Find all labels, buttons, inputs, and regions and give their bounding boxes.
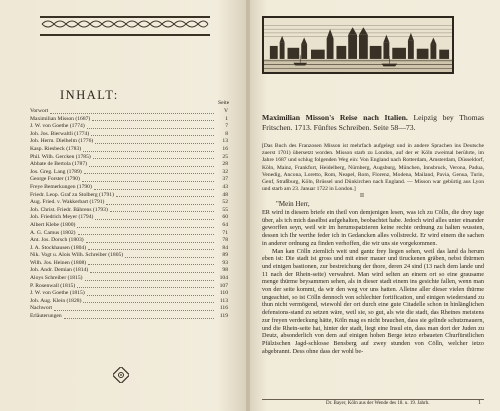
toc-entry-page: V: [223, 108, 228, 114]
toc-entry: [30, 184, 228, 192]
toc-entry-label: Ant. Jos. Dorsch (1803): [30, 237, 84, 244]
toc-entry-label: Friedr. Leop. Graf zu Stolberg (1791): [30, 191, 114, 198]
toc-entry: [30, 199, 228, 207]
toc-entry: [30, 305, 228, 313]
toc-entry-page: 43: [222, 183, 228, 190]
toc-entry: [30, 192, 228, 200]
toc-entry-label: Aloys Schreiber (1815): [30, 275, 83, 282]
toc-leader-dots: [110, 210, 214, 212]
toc-entry: [30, 230, 228, 238]
toc-heading: INHALT:: [60, 88, 119, 102]
toc-leader-dots: [95, 142, 214, 144]
footer-rule: [262, 399, 484, 400]
toc-entry-label: Vorwort: [30, 108, 49, 114]
toc-entry-page: 84: [222, 244, 228, 251]
toc-leader-dots: [89, 165, 214, 167]
toc-entry-page: 60: [222, 214, 228, 221]
toc-entry: [30, 176, 228, 184]
toc-entry-page: 64: [222, 221, 228, 228]
toc-entry-page: 89: [222, 252, 228, 259]
toc-entry-label: Joh. Friedrich Meyer (1794): [30, 214, 94, 221]
toc-entry-page: 32: [222, 168, 228, 175]
toc-entry-page: 119: [219, 313, 228, 320]
toc-entry-page: 104: [219, 275, 228, 282]
toc-entry-label: Jos. Greg. Lang (1789): [30, 168, 82, 175]
toc-entry-page: 107: [219, 282, 228, 289]
toc-entry: [30, 138, 228, 146]
toc-entry: [30, 123, 228, 131]
toc-entry-page: 25: [222, 153, 228, 160]
toc-leader-dots: [92, 119, 214, 121]
toc-entry: [30, 267, 228, 275]
toc-entry-label: Nik. Vogt u. Alois Wilh. Schreiber (1805): [30, 252, 124, 259]
toc-entry-page: 48: [222, 191, 228, 198]
toc-entry-label: Joh. Jos. Bierwaltli (1774): [30, 130, 90, 137]
toc-leader-dots: [77, 286, 214, 288]
toc-entry-label: Maximilian Misson (1687): [30, 115, 91, 122]
toc-leader-dots: [88, 263, 214, 265]
toc-entry-page: 16: [222, 145, 228, 152]
toc-leader-dots: [54, 309, 214, 311]
toc-leader-dots: [95, 218, 214, 220]
toc-entry: [30, 298, 228, 306]
toc-entry-label: Wilh. Jos. Heinen (1808): [30, 259, 87, 266]
letter-body: [262, 209, 484, 355]
body-paragraph: ER wird in diesem briefe ein theil von demjenigen lesen, was ich zu Cölln, die drey tage über, als ich mich daselbst aufgehalten, beobachtet habe. Jedoch wird alles unter einander geworffen seyn, weil wir im herumspatzieren keine rechte ordnung zu halten wussten, dessen ich Ihr werthe feder ich in Gedancken alles vollstreckt. Er wird einem die sachen in anderer ordnung zu finden verhoffen, die wir uns sie vorgekommen.: [262, 209, 484, 247]
toc-entry: [30, 161, 228, 169]
toc-leader-dots: [125, 256, 214, 258]
toc-leader-dots: [91, 134, 214, 136]
toc-leader-dots: [64, 317, 214, 319]
toc-entry-page: 1: [225, 115, 228, 122]
toc-entry-label: P. Rosenwall (1815): [30, 282, 76, 289]
toc-entry-label: Freye Bemerkungen (1790): [30, 183, 92, 190]
toc-entry-page: 52: [222, 199, 228, 206]
article-title-rest: Leipzig bey Thomas Fritschen. 1713. Fünftes Schreiben. Seite 58—73.: [262, 113, 484, 132]
toc-entry-page: 13: [222, 138, 228, 145]
bottom-ornament-icon: [113, 367, 129, 383]
toc-leader-dots: [83, 301, 214, 303]
toc-leader-dots: [106, 203, 214, 205]
toc-leader-dots: [116, 195, 214, 197]
toc-entry-page: 7: [225, 123, 228, 130]
toc-entry-page: 55: [222, 206, 228, 213]
toc-entry: [30, 214, 228, 222]
toc-entry-label: J. A. Stockhausen (1804): [30, 244, 87, 251]
city-engraving-image: [262, 16, 454, 74]
toc-entry-page: 78: [222, 237, 228, 244]
toc-entry-label: Abbate de Bertola (1787): [30, 161, 88, 168]
body-paragraph: Man kan Cölln ziemlich weit und gantz frey liegen sehen, weil das land da herum eben ist: Die stadt ist gross und mit einer mauer und tiruckenen gräben, nebst thürmen und einigen bastionen, zur bestreichung der thore, deren 24 sind (13 nach dem lande und 11 nach der Rhein-seite) verwahret. Man wird selten an einem ort so eine grausame menge thürme beysammen sehen, als in dieser stadt einem ins gesichte fallen, wenn man von der seite kommt, da wir den weg vor uns hatten. Alleine aller dieser vielen thürme ungeachtet, so ist Cölln dennoch von schlechter fortification, und einigen wiederstand zu thun nicht vermögend, wiewohl der ort durch eine gute Citadelle schon in hinlänglichen defensions-stand zu setzen wäre, weil sie, so gut, als wie die stadt, das Rheines meistens zur freyen verdeckung hätte, Köln mag es nicht brauchen, dass sie gelinde schutzmauern, und die Rhein-seite hat, hinter der stadt, liegt eine Insul ein, dass man dort der Juden zu Deutz, absonderlich von dem auf einigen hohen Berge ietzo erbaueten Churfürstlichen Pfälzischen Jagd-schlosse Bensberg auf zwey stunden von Cölln, welcher ietzo abgebrannt. Dess ohne dass der wohl be-: [262, 247, 484, 355]
table-of-contents: [30, 108, 228, 321]
decorative-header-band: [40, 16, 210, 36]
toc-leader-dots: [87, 127, 214, 129]
toc-entry: [30, 146, 228, 154]
toc-entry-label: Joh. Andr. Demian (1814): [30, 267, 89, 274]
toc-entry-page: 113: [219, 297, 228, 304]
toc-leader-dots: [90, 271, 214, 273]
toc-entry-label: J. W. von Goethe (1815): [30, 290, 85, 297]
toc-entry-label: A. G. Camus (1802): [30, 229, 76, 236]
toc-entry-page: 8: [225, 130, 228, 137]
toc-entry-label: Joh. Aug. Klein (1828): [30, 297, 82, 304]
toc-entry-label: Phil. Wilh. Gercken (1785): [30, 153, 91, 160]
toc-entry-page: 93: [222, 259, 228, 266]
toc-entry-label: Aug. Fried. v. Wakkerbart (1791): [30, 199, 105, 206]
toc-leader-dots: [93, 157, 214, 159]
toc-leader-dots: [84, 172, 214, 174]
toc-leader-dots: [94, 188, 214, 190]
toc-entry: [30, 108, 228, 116]
toc-entry-page: 110: [219, 290, 228, 297]
toc-entry-label: Albert Klebe (1800): [30, 221, 76, 228]
toc-leader-dots: [85, 279, 214, 281]
page-footer: Dr. Bayer, Köln aus der Wende des 18. u. 19. Jahrh.: [326, 401, 430, 406]
left-page: [0, 0, 247, 411]
toc-leader-dots: [78, 233, 214, 235]
toc-entry-label: Joh. Herm. Dielhelm (1776): [30, 138, 94, 145]
ornament-pattern-icon: [40, 18, 210, 30]
toc-entry: [30, 313, 228, 321]
toc-entry-page: 28: [222, 161, 228, 168]
toc-entry-label: Erläuterungen: [30, 313, 62, 320]
toc-leader-dots: [86, 241, 214, 243]
toc-entry-label: Nachwort: [30, 305, 53, 312]
toc-entry-page: 116: [219, 305, 228, 312]
toc-page-column-label: Seite: [218, 100, 230, 106]
toc-entry: [30, 252, 228, 260]
section-numeral: II: [360, 193, 364, 199]
book-gutter: [246, 0, 250, 411]
toc-leader-dots: [50, 112, 214, 114]
toc-leader-dots: [77, 226, 214, 228]
article-title: [262, 113, 484, 132]
toc-entry-label: Joh. Christ. Friedr. Bährens (1793): [30, 206, 108, 213]
toc-entry: [30, 222, 228, 230]
toc-leader-dots: [87, 294, 214, 296]
toc-entry-label: J. W. von Goethe (1774): [30, 123, 85, 130]
page-number: 1: [478, 400, 481, 406]
toc-entry: [30, 290, 228, 298]
article-title-bold: Maximilian Misson's Reise nach Italien.: [262, 113, 408, 122]
toc-leader-dots: [83, 150, 214, 152]
toc-entry-page: 98: [222, 267, 228, 274]
toc-entry: [30, 237, 228, 245]
toc-leader-dots: [82, 180, 214, 182]
editor-note: [Das Buch des Franzosen Misson ist mehrfach aufgelegt und in andere Sprachen ins Deutsche zuerst 1701) übersetzt worden. Misson starb zu London, auf der er Köln zweimal berührte, im Jahre 1687 und schlug folgenden Weg ein: Von England nach Rotterdam, Amsterdam, Düsseldorf, Köln, Mainz, Frankfurt, Heidelberg, Nürnberg, Augsburg, München, Innsbruck, Verona, Padua, Venedig, Ancona, Loretto, Rom, Neapel, Rom, Florenz, Modena, Mailand, Pavia, Genua, Turin, Genf, Straßburg, Köln, Brüssel und Dünkirchen nach England. — Misson war gebürtig aus Lyon und starb am 23. Januar 1722 in London.]: [262, 143, 484, 193]
toc-leader-dots: [88, 248, 214, 250]
toc-entry: [30, 275, 228, 283]
toc-entry-label: Kasp. Riesbeck (1783): [30, 145, 82, 152]
letter-salutation: "Mein Herr,: [276, 200, 310, 208]
toc-entry-page: 37: [222, 176, 228, 183]
toc-entry-page: 71: [222, 229, 228, 236]
toc-entry-label: George Forster (1790): [30, 176, 80, 183]
